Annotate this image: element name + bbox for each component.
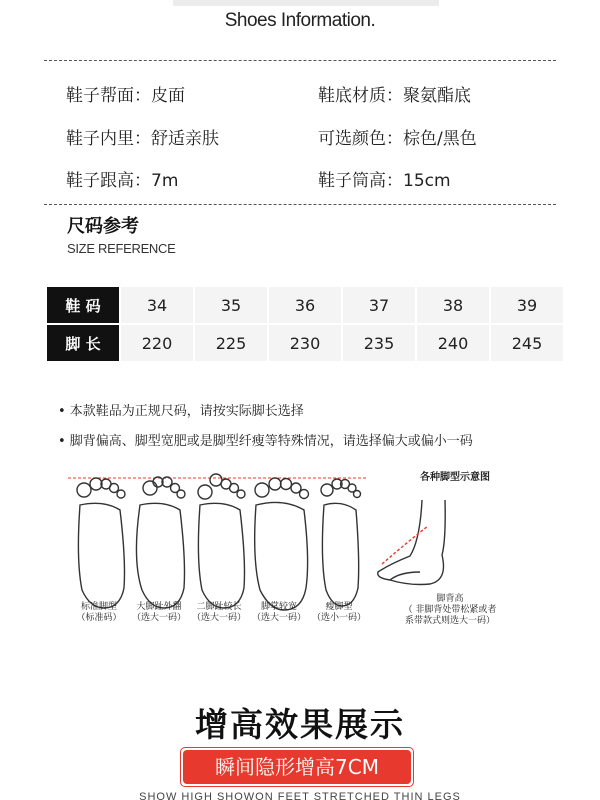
top-decor-bar — [173, 0, 439, 6]
instep-label: 脚背高 — [436, 594, 464, 604]
foot-type-name: 二脚趾较长 — [196, 602, 242, 612]
diagram-side-title: 各种脚型示意图 — [420, 472, 490, 483]
size-cell: 34 — [121, 287, 193, 323]
foot-type-name: 脚掌较宽 — [260, 602, 297, 612]
narrow-foot-icon — [321, 479, 361, 606]
foot-type-diagram — [60, 460, 550, 640]
length-row-label: 脚 长 — [47, 325, 119, 361]
promo-bottom-text: SHOW HIGH SHOWON FEET STRETCHED THIN LEGS — [139, 791, 461, 800]
note-standard-size: • 本款鞋品为正规尺码，请按实际脚长选择 — [58, 404, 304, 419]
long-second-toe-foot-icon — [198, 474, 245, 608]
size-row-label: 鞋 码 — [47, 287, 119, 323]
info-lining: 鞋子内里：舒适亲肤 — [66, 129, 219, 149]
foot-type-advice: （选大一码） — [191, 613, 246, 623]
foot-type-name: 标准脚型 — [80, 602, 117, 612]
foot-type-advice: （标准码） — [76, 613, 122, 623]
length-cell: 245 — [491, 325, 563, 361]
bunion-foot-icon — [136, 477, 185, 608]
high-instep-foot-icon — [378, 500, 445, 585]
instep-note-1: （ 非脚背处带松紧或者 — [403, 605, 497, 615]
info-heel: 鞋子跟高：7m — [66, 171, 179, 191]
foot-type-name: 瘦脚型 — [325, 602, 353, 612]
size-cell: 36 — [269, 287, 341, 323]
wide-foot-icon — [255, 478, 309, 610]
length-cell: 230 — [269, 325, 341, 361]
note-special-feet: • 脚背偏高、脚型宽肥或是脚型纤瘦等特殊情况，请选择偏大或偏小一码 — [58, 434, 473, 449]
standard-foot-icon — [77, 478, 125, 608]
length-row — [47, 325, 563, 361]
size-cell: 37 — [343, 287, 415, 323]
info-sole: 鞋底材质：聚氨酯底 — [318, 86, 471, 106]
divider-middle — [44, 204, 556, 205]
promo-badge: 瞬间隐形增高7CM — [183, 750, 411, 784]
instep-note-2: 系带款式则选大一码） — [404, 616, 495, 626]
size-table — [45, 285, 565, 363]
size-subtitle: SIZE REFERENCE — [67, 241, 176, 256]
divider-top — [44, 60, 556, 61]
foot-type-advice: （选小一码） — [311, 613, 366, 623]
info-colors: 可选颜色：棕色/黑色 — [318, 129, 477, 149]
size-title: 尺码参考 — [67, 216, 139, 237]
size-cell: 39 — [491, 287, 563, 323]
info-upper: 鞋子帮面：皮面 — [66, 86, 185, 106]
info-shaft: 鞋子筒高：15cm — [318, 171, 451, 191]
length-cell: 235 — [343, 325, 415, 361]
size-cell: 35 — [195, 287, 267, 323]
foot-type-advice: （选大一码） — [251, 613, 306, 623]
length-cell: 225 — [195, 325, 267, 361]
size-cell: 38 — [417, 287, 489, 323]
length-cell: 240 — [417, 325, 489, 361]
foot-type-name: 大脚趾外翻 — [136, 602, 182, 612]
length-cell: 220 — [121, 325, 193, 361]
section-title: Shoes Information. — [224, 10, 376, 31]
foot-type-advice: （选大一码） — [131, 613, 186, 623]
promo-title: 增高效果展示 — [195, 705, 405, 744]
foot-label-narrow — [304, 602, 374, 624]
instep-label-block — [380, 594, 520, 627]
size-row — [47, 287, 563, 323]
